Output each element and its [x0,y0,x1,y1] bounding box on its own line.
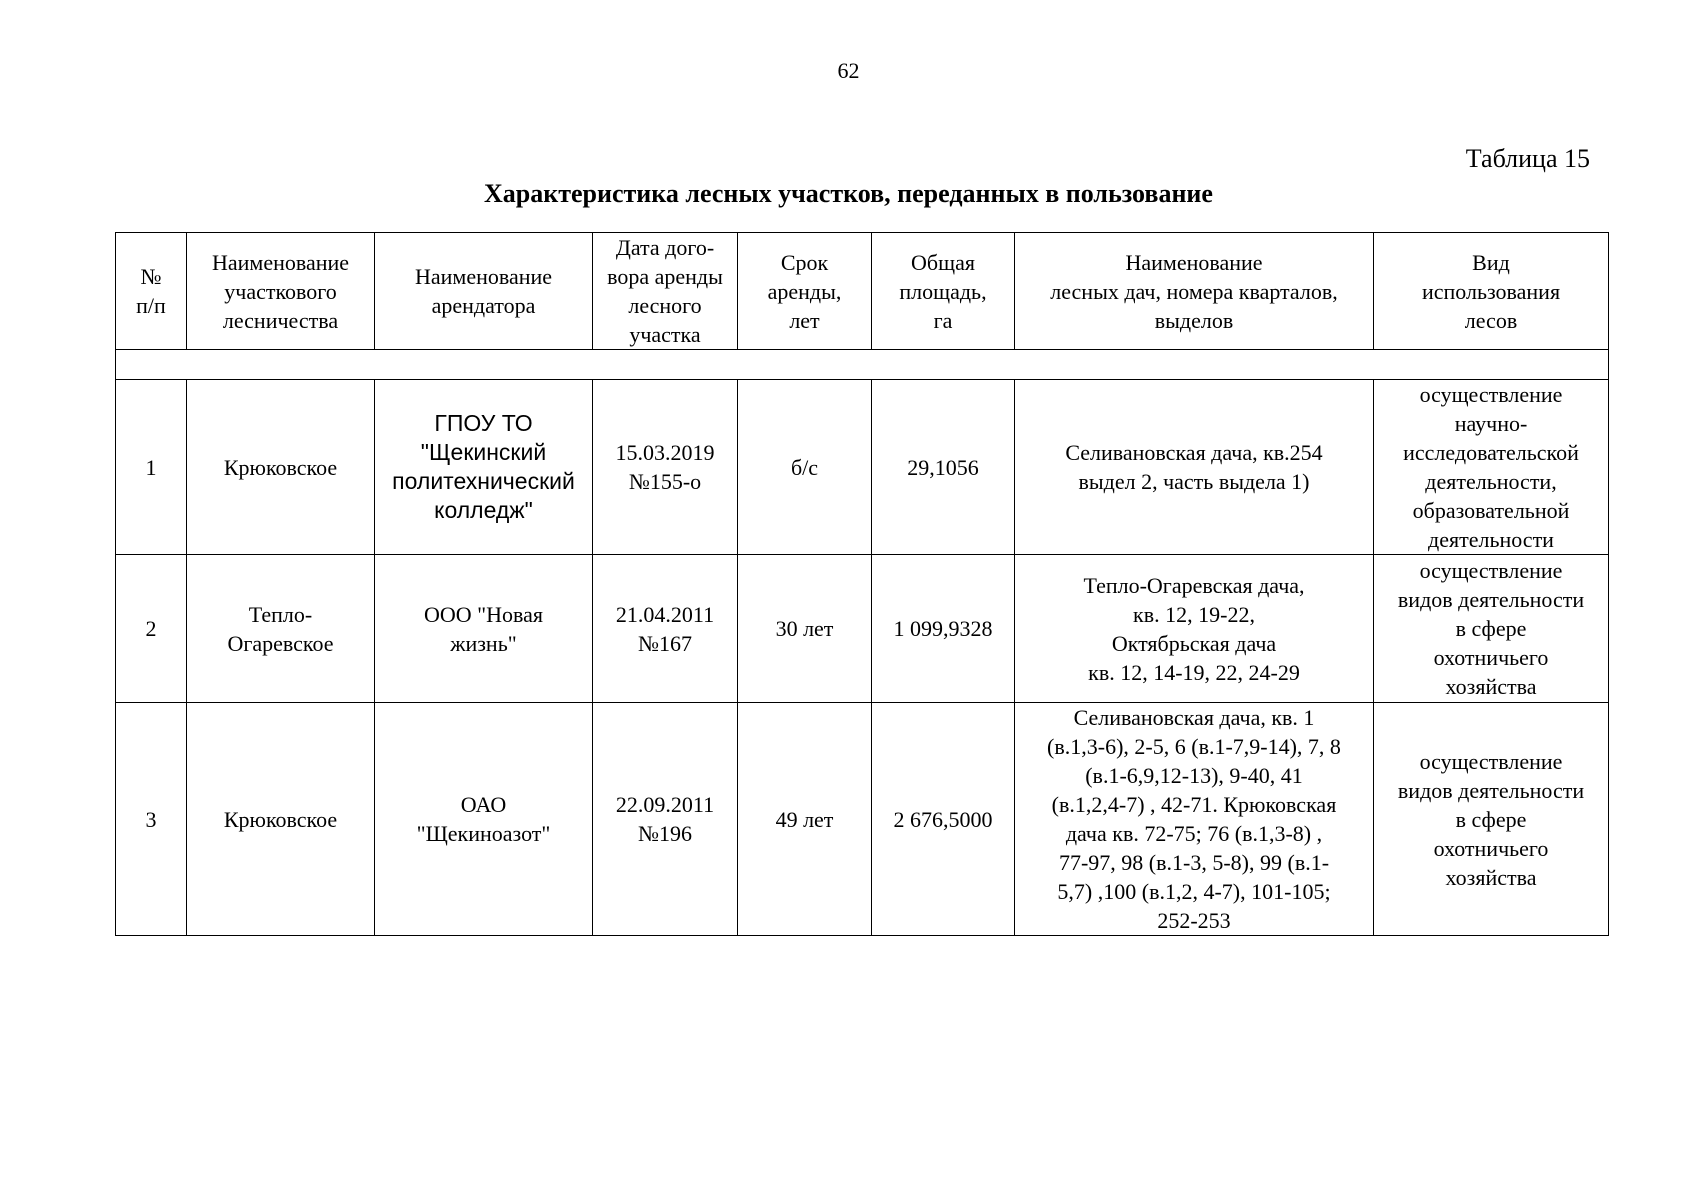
header-area: Общая площадь, га [872,233,1015,350]
cell-contract: 21.04.2011 №167 [593,555,738,703]
cell-tenant: ОАО "Щекиноазот" [375,703,593,936]
header-row [116,233,1609,350]
table-caption: Таблица 15 [1465,144,1590,173]
page-title: Характеристика лесных участков, переданных в пользование [484,179,1213,208]
cell-term: 30 лет [738,555,872,703]
cell-tenant: ГПОУ ТО "Щекинский политехнический колледж" [375,380,593,555]
cell-plots: Тепло-Огаревская дача, кв. 12, 19-22, Октябрьская дача кв. 12, 14-19, 22, 24-29 [1015,555,1374,703]
cell-area: 29,1056 [872,380,1015,555]
header-contract: Дата дого- вора аренды лесного участка [593,233,738,350]
spacer-cell [116,350,1609,380]
cell-area: 2 676,5000 [872,703,1015,936]
header-forestry: Наименование участкового лесничества [187,233,375,350]
cell-contract: 22.09.2011 №196 [593,703,738,936]
cell-term: 49 лет [738,703,872,936]
cell-plots: Селивановская дача, кв. 1 (в.1,3-6), 2-5, 6 (в.1-7,9-14), 7, 8 (в.1-6,9,12-13), 9-40, 41 (в.1,2,4-7) , 42-71. Крюковская дача кв. 72-75; 76 (в.1,3-8) , 77-97, 98 (в.1-3, 5-8), 99 (в.1- 5,7) ,100 (в.1,2, 4-7), 101-105; 252-253 [1015,703,1374,936]
header-tenant: Наименование арендатора [375,233,593,350]
table-row [116,380,1609,555]
page-number: 62 [837,58,860,83]
cell-forestry: Тепло- Огаревское [187,555,375,703]
header-term: Срок аренды, лет [738,233,872,350]
header-num: № п/п [116,233,187,350]
cell-usage: осуществление видов деятельности в сфере охотничьего хозяйства [1374,555,1609,703]
table-row [116,703,1609,936]
cell-num: 3 [116,703,187,936]
header-plots: Наименование лесных дач, номера кварталов, выделов [1015,233,1374,350]
cell-usage: осуществление научно- исследовательской деятельности, образовательной деятельности [1374,380,1609,555]
cell-contract: 15.03.2019 №155-о [593,380,738,555]
cell-tenant: ООО "Новая жизнь" [375,555,593,703]
cell-usage: осуществление видов деятельности в сфере охотничьего хозяйства [1374,703,1609,936]
cell-forestry: Крюковское [187,703,375,936]
cell-plots: Селивановская дача, кв.254 выдел 2, часть выдела 1) [1015,380,1374,555]
cell-num: 1 [116,380,187,555]
table-row [116,555,1609,703]
header-usage: Вид использования лесов [1374,233,1609,350]
cell-area: 1 099,9328 [872,555,1015,703]
forest-plots-table [115,232,1609,936]
cell-forestry: Крюковское [187,380,375,555]
cell-num: 2 [116,555,187,703]
spacer-row [116,350,1609,380]
cell-term: б/с [738,380,872,555]
